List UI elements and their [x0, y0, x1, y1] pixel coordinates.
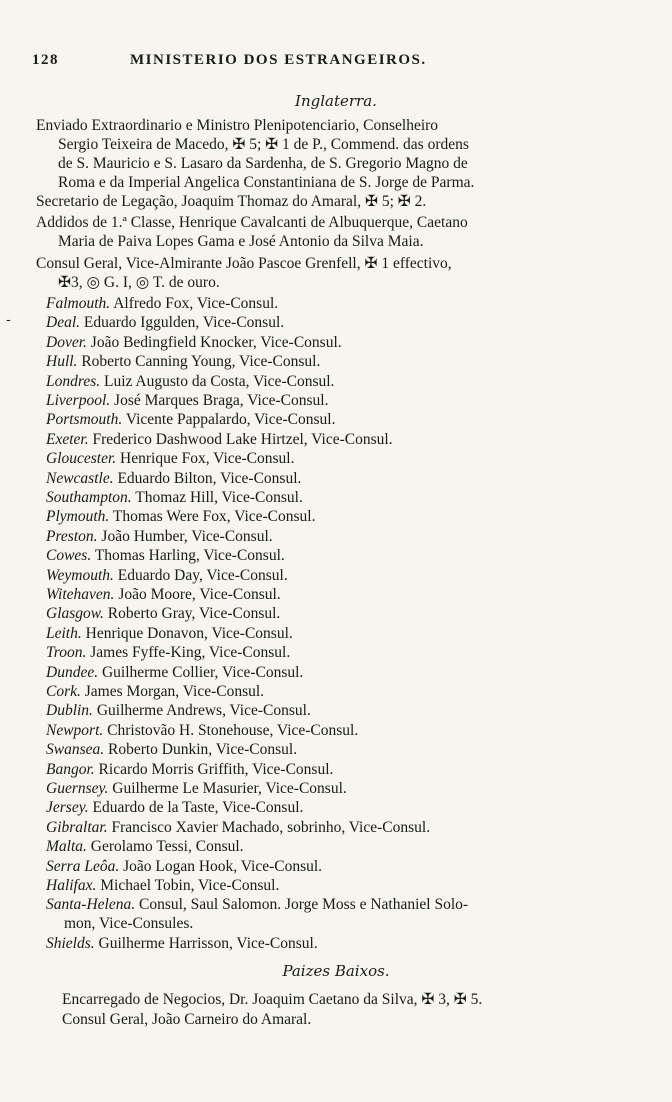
consul-text: Roberto Gray, Vice-Consul.	[107, 605, 281, 623]
vice-consul-entry	[46, 837, 626, 856]
entry-consul-geral-pb	[62, 1010, 654, 1029]
vice-consul-entry	[46, 410, 626, 429]
entry-line: Consul Geral, Vice-Almirante João Pascoe Grenfell, ✠ 1 effectivo,	[36, 255, 452, 272]
consul-text: Roberto Dunkin, Vice-Consul.	[108, 741, 298, 759]
place-name: Dover.	[46, 333, 87, 351]
section-heading-paizes-baixos: Paizes Baixos.	[282, 962, 390, 980]
place-name: Cowes.	[46, 547, 92, 565]
place-name: Troon.	[46, 644, 87, 662]
entry-encarregado	[62, 990, 654, 1009]
running-header	[32, 52, 632, 74]
consul-text: James Morgan, Vice-Consul.	[84, 683, 265, 700]
place-name: Liverpool.	[46, 392, 111, 409]
vice-consul-entry	[46, 876, 626, 895]
consul-text: João Moore, Vice-Consul.	[118, 586, 281, 603]
running-title: MINISTERIO DOS ESTRANGEIROS.	[130, 52, 427, 68]
entry-line: Enviado Extraordinario e Ministro Plenipotenciario, Conselheiro	[36, 117, 439, 134]
vice-consul-entry	[46, 818, 626, 837]
place-name: Witehaven.	[46, 586, 115, 603]
consul-text: Eduardo de la Taste, Vice-Consul.	[92, 799, 304, 817]
consul-text: Vicente Pappalardo, Vice-Consul.	[125, 411, 336, 429]
entry-line: ✠3, ◎ G. I, ◎ T. de ouro.	[58, 274, 220, 291]
consul-text: Francisco Xavier Machado, sobrinho, Vice-Consul.	[111, 818, 431, 836]
place-name: Cork.	[46, 683, 81, 700]
place-name: Shields.	[46, 935, 95, 953]
entry-enviado	[36, 116, 628, 192]
consul-text: Christovão H. Stonehouse, Vice-Consul.	[107, 721, 359, 739]
place-name: Portsmouth.	[46, 411, 123, 429]
consul-text: Luiz Augusto da Costa, Vice-Consul.	[104, 372, 335, 390]
entry-line: Sergio Teixeira de Macedo, ✠ 5; ✠ 1 de P., Commend. das ordens	[58, 136, 469, 153]
consul-text: Thomas Harling, Vice-Consul.	[94, 547, 285, 565]
vice-consul-entry	[46, 740, 626, 759]
place-name: Preston.	[46, 527, 98, 545]
vice-consul-entry	[46, 566, 626, 585]
place-name: Newport.	[46, 721, 104, 739]
consul-text: Guilherme Harrisson, Vice-Consul.	[98, 935, 318, 953]
vice-consul-entry	[46, 507, 626, 526]
entry-line: de S. Mauricio e S. Lasaro da Sardenha, de S. Gregorio Magno de	[58, 155, 468, 172]
consul-text: Gerolamo Tessi, Consul.	[90, 838, 244, 856]
consul-text: Ricardo Morris Griffith, Vice-Consul.	[98, 760, 334, 778]
place-name: Deal.	[46, 314, 81, 332]
place-name: Swansea.	[46, 741, 105, 759]
place-name: Santa-Helena.	[46, 896, 136, 914]
vice-consul-entry	[46, 934, 626, 953]
consul-text: Roberto Canning Young, Vice-Consul.	[81, 353, 321, 371]
consul-text: Eduardo Bilton, Vice-Consul.	[117, 469, 302, 487]
consul-text: Alfredo Fox, Vice-Consul.	[113, 295, 279, 312]
vice-consul-entry	[46, 857, 626, 876]
vice-consul-entry	[46, 682, 626, 701]
place-name: Gloucester.	[46, 450, 117, 468]
vice-consul-entry	[46, 643, 626, 662]
vice-consul-entry	[46, 798, 626, 817]
consul-text: Thomas Were Fox, Vice-Consul.	[112, 508, 316, 526]
vice-consul-entry	[46, 294, 626, 313]
margin-mark: -	[6, 312, 11, 328]
consul-text: João Humber, Vice-Consul.	[101, 527, 273, 545]
vice-consul-entry	[46, 760, 626, 779]
consul-text: Eduardo Iggulden, Vice-Consul.	[83, 314, 285, 332]
place-name: Exeter.	[46, 430, 89, 448]
place-name: Hull.	[46, 353, 78, 371]
vice-consul-entry	[46, 372, 626, 391]
place-name: Bangor.	[46, 760, 95, 778]
consul-text: Henrique Donavon, Vice-Consul.	[85, 624, 293, 642]
entry-line: Consul Geral, João Carneiro do Amaral.	[62, 1011, 312, 1028]
consul-text: Michael Tobin, Vice-Consul.	[100, 877, 280, 894]
place-name: Newcastle.	[46, 469, 114, 487]
vice-consul-entry	[46, 469, 626, 488]
place-name: Leith.	[46, 624, 82, 642]
entry-line: Encarregado de Negocios, Dr. Joaquim Caetano da Silva, ✠ 3, ✠ 5.	[62, 991, 483, 1008]
place-name: Glasgow.	[46, 605, 104, 623]
entry-line: Roma e da Imperial Angelica Constantiniana de S. Jorge de Parma.	[58, 174, 475, 191]
entry-line: Secretario de Legação, Joaquim Thomaz do Amaral, ✠ 5; ✠ 2.	[36, 193, 427, 210]
place-name: Weymouth.	[46, 566, 114, 584]
vice-consul-entry	[46, 391, 626, 410]
entry-consul-geral	[36, 254, 628, 292]
place-name: Southampton.	[46, 489, 132, 506]
entry-addidos	[36, 213, 628, 251]
consul-text: Thomaz Hill, Vice-Consul.	[135, 489, 303, 506]
vice-consul-entry	[46, 701, 626, 720]
vice-consul-entry	[46, 352, 626, 371]
consul-text: Consul, Saul Salomon. Jorge Moss e Nathaniel Solo-	[138, 896, 469, 914]
consul-text: João Bedingfield Knocker, Vice-Consul.	[90, 333, 342, 351]
place-name: Halifax.	[46, 877, 97, 894]
place-name: Falmouth.	[46, 295, 111, 312]
place-name: Serra Leôa.	[46, 857, 120, 875]
place-name: Guernsey.	[46, 780, 109, 797]
vice-consul-entry	[46, 604, 626, 623]
consul-text: Guilherme Le Masurier, Vice-Consul.	[112, 780, 347, 797]
vice-consul-entry	[46, 585, 626, 604]
vice-consul-entry	[46, 313, 626, 332]
page-number: 128	[32, 52, 59, 68]
vice-consul-entry	[46, 430, 626, 449]
section-heading-inglaterra: Inglaterra.	[295, 92, 377, 110]
consul-text: Eduardo Day, Vice-Consul.	[117, 566, 288, 584]
place-name: Londres.	[46, 372, 101, 390]
entry-line: Addidos de 1.ª Classe, Henrique Cavalcanti de Albuquerque, Caetano	[36, 214, 468, 231]
vice-consul-entry	[46, 546, 626, 565]
vice-consul-entry	[46, 624, 626, 643]
consul-text: Guilherme Collier, Vice-Consul.	[101, 663, 304, 681]
entry-line: Maria de Paiva Lopes Gama e José Antonio da Silva Maia.	[58, 233, 424, 250]
vice-consul-entry	[46, 779, 626, 798]
place-name: Plymouth.	[46, 508, 110, 526]
consul-text: José Marques Braga, Vice-Consul.	[114, 392, 329, 409]
vice-consul-entry	[46, 333, 626, 352]
place-name: Jersey.	[46, 799, 89, 817]
place-name: Dundee.	[46, 663, 99, 681]
consul-text: João Logan Hook, Vice-Consul.	[123, 857, 323, 875]
vice-consul-entry	[46, 895, 626, 933]
place-name: Malta.	[46, 838, 87, 856]
vice-consul-entry	[46, 663, 626, 682]
vice-consul-entry	[46, 488, 626, 507]
vice-consul-entry	[46, 449, 626, 468]
entry-secretario	[36, 192, 628, 211]
place-name: Gibraltar.	[46, 818, 108, 836]
place-name: Dublin.	[46, 702, 93, 720]
consul-text: Frederico Dashwood Lake Hirtzel, Vice-Consul.	[92, 430, 393, 448]
vice-consul-entry	[46, 527, 626, 546]
consul-text: Henrique Fox, Vice-Consul.	[120, 450, 295, 468]
consul-text: James Fyffe-King, Vice-Consul.	[90, 644, 291, 662]
consul-text-continued: mon, Vice-Consules.	[64, 915, 194, 933]
vice-consul-entry	[46, 721, 626, 740]
consul-text: Guilherme Andrews, Vice-Consul.	[96, 702, 311, 720]
